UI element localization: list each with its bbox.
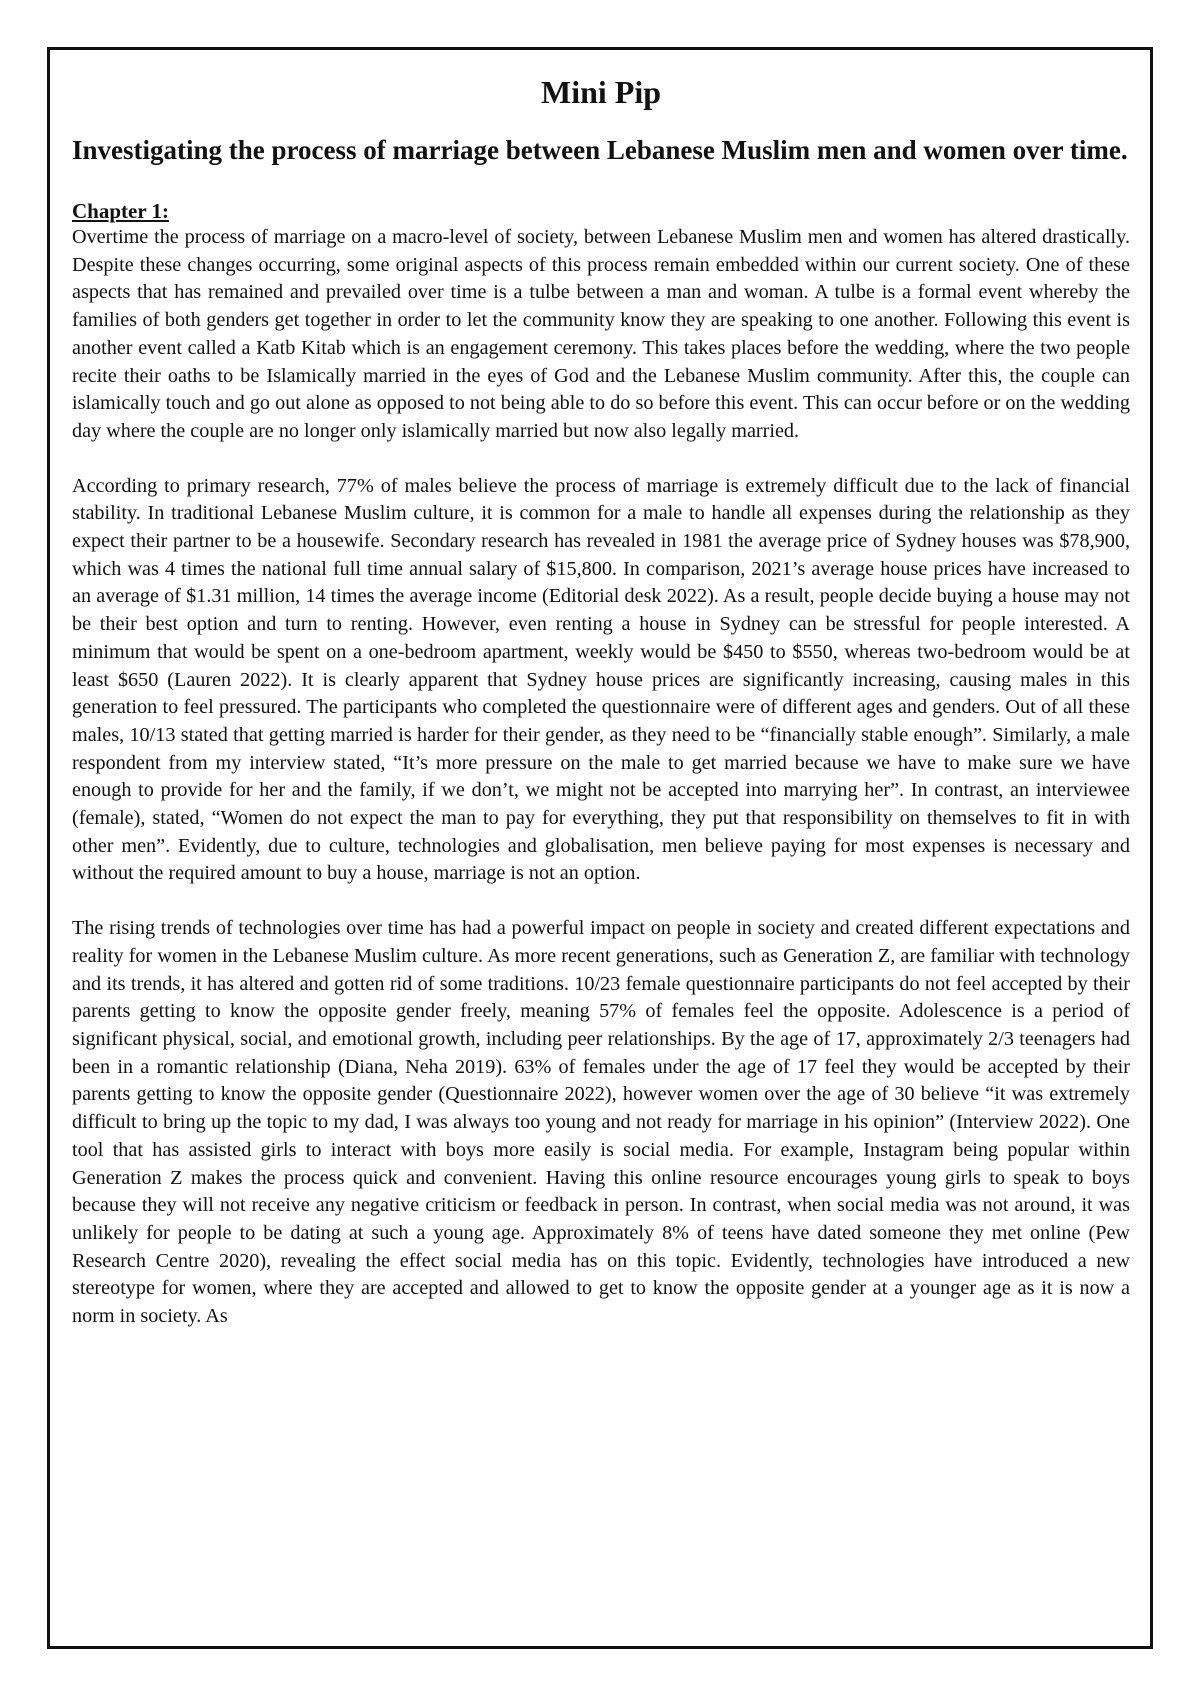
paragraph-1: Overtime the process of marriage on a macro-level of society, between Lebanese Muslim men and women has altered drastically. Despite these changes occurring, some original aspects of this process remain embedded within our current society. One of these aspects that has remained and prevailed over time is a tulbe between a man and woman. A tulbe is a formal event whereby the families of both genders get together in order to let the community know they are speaking to one another. Following this event is another event called a Katb Kitab which is an engagement ceremony. This takes places before the wedding, where the two people recite their oaths to be Islamically married in the eyes of God and the Lebanese Muslim community. After this, the couple can islamically touch and go out alone as opposed to not being able to do so before this event. This can occur before or on the wedding day where the couple are no longer only islamically married but now also legally married.	[72, 226, 1130, 442]
document-body	[72, 70, 1130, 1331]
document-subtitle: Investigating the process of marriage between Lebanese Muslim men and women over time.	[72, 135, 1128, 165]
chapter-heading: Chapter 1:	[72, 199, 170, 223]
document-title: Mini Pip	[540, 74, 661, 110]
paragraph-3: The rising trends of technologies over time has had a powerful impact on people in society and created different expectations and reality for women in the Lebanese Muslim culture. As more recent generations, such as Generation Z, are familiar with technology and its trends, it has altered and gotten rid of some traditions. 10/23 female questionnaire participants do not feel accepted by their parents getting to know the opposite gender freely, meaning 57% of females feel the opposite. Adolescence is a period of significant physical, social, and emotional growth, including peer relationships. By the age of 17, approximately 2/3 teenagers had been in a romantic relationship (Diana, Neha 2019). 63% of females under the age of 17 feel they would be accepted by their parents getting to know the opposite gender (Questionnaire 2022), however women over the age of 30 believe “it was extremely difficult to bring up the topic to my dad, I was always too young and not ready for marriage in his opinion” (Interview 2022). One tool that has assisted girls to interact with boys more easily is social media. For example, Instagram being popular within Generation Z makes the process quick and convenient. Having this online resource encourages young girls to speak to boys because they will not receive any negative criticism or feedback in person. In contrast, when social media was not around, it was unlikely for people to be dating at such a young age. Approximately 8% of teens have dated someone they met online (Pew Research Centre 2020), revealing the effect social media has on this topic. Evidently, technologies have introduced a new stereotype for women, where they are accepted and allowed to get to know the opposite gender at a younger age as it is now a norm in society. As	[72, 917, 1130, 1328]
paragraph-2: According to primary research, 77% of males believe the process of marriage is extremely difficult due to the lack of financial stability. In traditional Lebanese Muslim culture, it is common for a male to handle all expenses during the relationship as they expect their partner to be a housewife. Secondary research has revealed in 1981 the average price of Sydney houses was $78,900, which was 4 times the national full time annual salary of $15,800. In comparison, 2021’s average house prices have increased to an average of $1.31 million, 14 times the average income (Editorial desk 2022). As a result, people decide buying a house may not be their best option and turn to renting. However, even renting a house in Sydney can be stressful for people interested. A minimum that would be spent on a one-bedroom apartment, weekly would be $450 to $550, whereas two-bedroom would be at least $650 (Lauren 2022). It is clearly apparent that Sydney house prices are significantly increasing, causing males in this generation to feel pressured. The participants who completed the questionnaire were of different ages and genders. Out of all these males, 10/13 stated that getting married is harder for their gender, as they need to be “financially stable enough”. Similarly, a male respondent from my interview stated, “It’s more pressure on the male to get married because we have to make sure we have enough to provide for her and the family, if we don’t, we might not be accepted into marrying her”. In contrast, an interviewee (female), stated, “Women do not expect the man to pay for everything, they put that responsibility on themselves to fit in with other men”. Evidently, due to culture, technologies and globalisation, men believe paying for most expenses is necessary and without the required amount to buy a house, marriage is not an option.	[72, 474, 1130, 885]
